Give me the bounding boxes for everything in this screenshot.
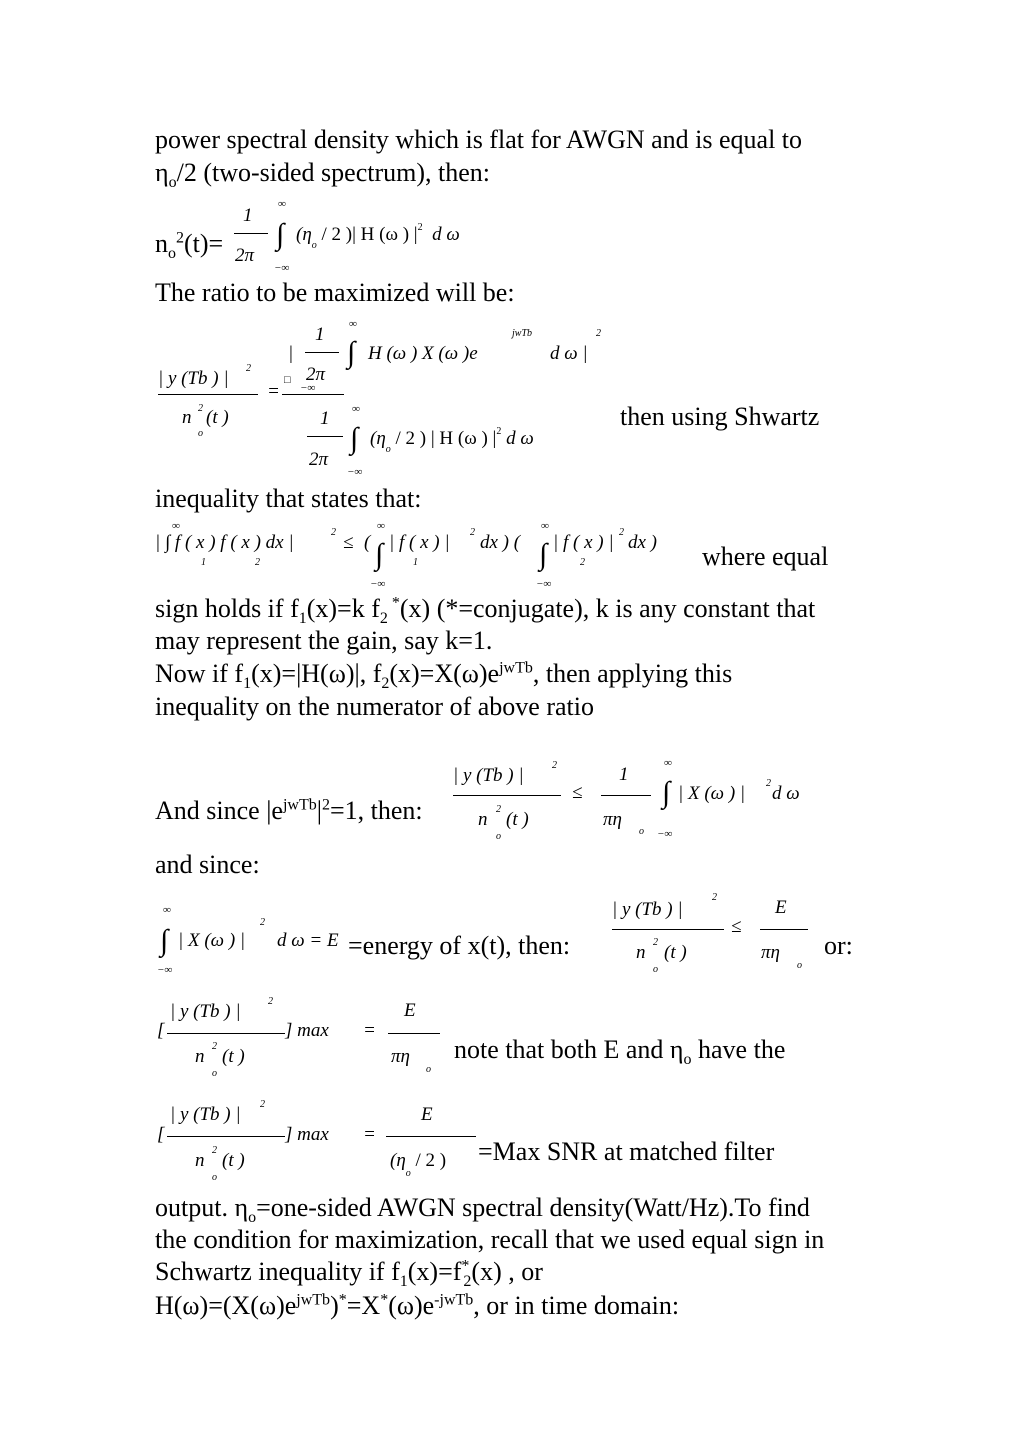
text: , or in time domain: bbox=[473, 1291, 680, 1320]
text: (ω)e bbox=[388, 1291, 435, 1320]
math-symbol: | y (Tb ) | bbox=[170, 1104, 241, 1125]
math-symbol: 1 bbox=[315, 324, 325, 345]
integral-sign: ∫ bbox=[276, 218, 285, 251]
text: * bbox=[338, 1291, 347, 1309]
math-symbol: o bbox=[212, 1172, 217, 1183]
math-symbol: = bbox=[363, 1124, 376, 1145]
text: η bbox=[155, 158, 169, 187]
text: (η bbox=[370, 428, 386, 449]
math-symbol: = bbox=[267, 381, 280, 402]
text: =X bbox=[346, 1291, 381, 1320]
text: 1 bbox=[298, 610, 307, 628]
fraction-bar bbox=[612, 929, 724, 930]
text: output. bbox=[155, 1193, 235, 1222]
text: 1 bbox=[399, 1273, 408, 1291]
text-line bbox=[155, 277, 515, 309]
math-symbol: E bbox=[775, 897, 787, 918]
text: o bbox=[168, 174, 177, 192]
math-symbol: | X (ω ) | bbox=[178, 930, 246, 951]
math-symbol: 2 bbox=[331, 527, 336, 538]
text: 1 bbox=[243, 675, 252, 693]
text-line bbox=[155, 1256, 543, 1291]
text-line bbox=[702, 541, 828, 573]
math-symbol: ] max bbox=[285, 1124, 329, 1145]
text: d ω bbox=[432, 224, 460, 245]
text-line bbox=[155, 593, 816, 628]
math-symbol: πη bbox=[761, 942, 780, 963]
text: where equal bbox=[702, 542, 829, 571]
text-line bbox=[155, 625, 492, 657]
math-symbol: 2 bbox=[212, 1041, 217, 1052]
text: o bbox=[683, 1051, 692, 1069]
integral-sign: ∫ bbox=[662, 776, 671, 809]
math-symbol: E bbox=[421, 1104, 433, 1125]
math-symbol: ∞ bbox=[377, 520, 385, 532]
math-symbol: [ bbox=[157, 1020, 165, 1041]
math-symbol: 2 bbox=[255, 557, 260, 568]
math-symbol: o bbox=[212, 1068, 217, 1079]
math-symbol: | X (ω ) | bbox=[678, 783, 746, 804]
math-symbol: πη bbox=[391, 1046, 410, 1067]
math-symbol: 1 bbox=[413, 557, 418, 568]
integral-sign: ∫ bbox=[539, 538, 548, 571]
fraction-bar bbox=[158, 394, 258, 395]
text: or: bbox=[824, 931, 853, 960]
math-symbol: −∞ bbox=[370, 578, 386, 590]
text: η bbox=[234, 1193, 249, 1222]
text: / 2 ) bbox=[316, 224, 353, 245]
text: =1, then: bbox=[329, 796, 423, 825]
math-symbol: (t ) bbox=[506, 809, 529, 830]
text: H(ω)=(X(ω)e bbox=[155, 1291, 297, 1320]
text: And since |e bbox=[155, 796, 283, 825]
math-symbol: n bbox=[478, 809, 488, 830]
math-symbol: ∞ bbox=[163, 904, 171, 916]
math-symbol: 2 bbox=[260, 917, 265, 928]
text: o bbox=[248, 1209, 257, 1227]
text: then using Shwartz bbox=[620, 402, 820, 431]
fraction-bar bbox=[760, 929, 808, 930]
math-symbol bbox=[296, 222, 460, 251]
text: =Max SNR at matched filter bbox=[478, 1137, 775, 1166]
text: jwTb bbox=[282, 796, 317, 814]
math-symbol: −∞ bbox=[300, 382, 316, 394]
math-symbol: ≤ bbox=[343, 532, 354, 553]
math-symbol bbox=[390, 1150, 447, 1179]
text: The ratio to be maximized will be: bbox=[155, 278, 515, 307]
math-symbol: | f ( x ) | bbox=[553, 532, 614, 553]
fraction-bar bbox=[282, 394, 344, 395]
integral-sign: ∫ bbox=[375, 538, 384, 571]
fraction-bar bbox=[386, 1136, 476, 1137]
math-symbol: o bbox=[496, 831, 501, 842]
math-symbol: 2π bbox=[306, 364, 326, 385]
integral-sign: ∫ bbox=[160, 924, 169, 957]
fraction-bar bbox=[234, 233, 268, 234]
text: the condition for maximization, recall that we used equal sign in bbox=[155, 1225, 825, 1254]
text: sign holds if f bbox=[155, 594, 299, 623]
math-symbol: | y (Tb ) | bbox=[612, 899, 683, 920]
text: power spectral density which is flat for AWGN and is equal to bbox=[155, 125, 803, 154]
math-symbol: 2π bbox=[309, 449, 329, 470]
math-symbol: | y (Tb ) | bbox=[158, 368, 229, 389]
text: | bbox=[316, 796, 322, 825]
text: o bbox=[168, 245, 176, 263]
text-line bbox=[824, 930, 853, 962]
math-symbol: ≤ bbox=[731, 916, 742, 937]
math-symbol: 2 bbox=[712, 892, 717, 903]
math-symbol: ] max bbox=[285, 1020, 329, 1041]
fraction-bar bbox=[388, 1033, 440, 1034]
text-line bbox=[155, 228, 224, 263]
text-line bbox=[620, 401, 819, 433]
text: -jwTb bbox=[434, 1291, 474, 1309]
text: | H (ω ) | bbox=[352, 224, 418, 245]
math-symbol: n bbox=[182, 407, 192, 428]
text: o bbox=[385, 444, 391, 455]
text: inequality on the numerator of above ratio bbox=[155, 692, 594, 721]
math-symbol: −∞ bbox=[157, 964, 173, 976]
text-line bbox=[155, 483, 421, 515]
fraction-bar bbox=[167, 1136, 285, 1137]
math-symbol: −∞ bbox=[657, 828, 673, 840]
text: jwTb bbox=[499, 659, 533, 677]
math-symbol: = bbox=[363, 1020, 376, 1041]
math-symbol: 2 bbox=[580, 557, 585, 568]
text: 2 bbox=[176, 229, 184, 247]
math-symbol: E bbox=[404, 1000, 416, 1021]
text: Now if f bbox=[155, 659, 244, 688]
text: * bbox=[387, 594, 400, 612]
math-symbol: d ω | bbox=[550, 343, 588, 364]
math-symbol: jwTb bbox=[512, 328, 533, 339]
text: /2 (two-sided spectrum), then: bbox=[176, 158, 490, 187]
text-line bbox=[155, 658, 733, 693]
text-line bbox=[454, 1034, 786, 1069]
math-symbol: 2 bbox=[619, 527, 624, 538]
integral-sign: ∫ bbox=[347, 336, 356, 369]
math-symbol: 1 bbox=[320, 408, 330, 429]
math-symbol: n bbox=[195, 1046, 205, 1067]
math-symbol: ∞ bbox=[352, 403, 360, 415]
text: (x) (*=conjugate), k is any constant that bbox=[399, 594, 816, 623]
math-symbol: 2 bbox=[260, 1099, 265, 1110]
text-line bbox=[155, 795, 423, 827]
math-symbol: d ω bbox=[772, 783, 800, 804]
text-line bbox=[155, 157, 490, 192]
text-line bbox=[348, 930, 570, 962]
math-symbol: n bbox=[195, 1150, 205, 1171]
text: note that both E and bbox=[454, 1035, 670, 1064]
fraction-bar bbox=[307, 436, 343, 437]
text: 2 bbox=[379, 610, 388, 628]
math-symbol: −∞ bbox=[536, 578, 552, 590]
math-symbol: | y (Tb ) | bbox=[170, 1001, 241, 1022]
text: d ω bbox=[501, 428, 534, 449]
math-symbol: | y (Tb ) | bbox=[453, 765, 524, 786]
text: η bbox=[669, 1035, 684, 1064]
math-symbol: ∞ bbox=[349, 318, 357, 330]
text: / 2 ) bbox=[410, 1150, 447, 1171]
text: 2 bbox=[321, 796, 330, 814]
math-symbol: ∞ bbox=[664, 757, 672, 769]
math-symbol: H (ω ) X (ω )e bbox=[368, 343, 478, 364]
math-symbol: 2 bbox=[766, 778, 771, 789]
text: , then applying this bbox=[532, 659, 733, 688]
text-line bbox=[155, 124, 802, 156]
math-symbol: □ bbox=[284, 374, 291, 386]
text: o bbox=[405, 1168, 411, 1179]
text-line bbox=[155, 1192, 810, 1227]
fraction-bar bbox=[167, 1033, 285, 1034]
math-symbol: ( bbox=[364, 532, 371, 553]
math-symbol: (t ) bbox=[222, 1046, 245, 1067]
text: Schwartz inequality if f bbox=[155, 1257, 400, 1286]
text: 2 bbox=[417, 222, 423, 233]
math-symbol: dx ) ( bbox=[480, 532, 521, 553]
text-line bbox=[155, 1290, 679, 1322]
text: (x)=f bbox=[407, 1257, 462, 1286]
math-symbol: πη bbox=[603, 809, 622, 830]
text: 2 bbox=[381, 675, 390, 693]
math-symbol: ∞ bbox=[278, 198, 286, 210]
math-symbol: −∞ bbox=[347, 466, 363, 478]
text: 2 bbox=[496, 426, 502, 437]
text: jwTb bbox=[296, 1291, 331, 1309]
text: (x)=|H(ω)|, f bbox=[251, 659, 382, 688]
text: n bbox=[155, 229, 168, 258]
text: (x)=X(ω)e bbox=[389, 659, 500, 688]
text: and since: bbox=[155, 850, 260, 879]
text: =energy of x(t), then: bbox=[348, 931, 571, 960]
math-symbol: | ∫ f ( x ) f ( x ) dx | bbox=[155, 532, 294, 553]
text: (t)= bbox=[184, 229, 224, 258]
math-symbol: 2 bbox=[268, 996, 273, 1007]
text: may represent the gain, say k=1. bbox=[155, 626, 493, 655]
text: (x) , or bbox=[471, 1257, 543, 1286]
math-symbol: ≤ bbox=[572, 782, 583, 803]
math-symbol: (t ) bbox=[222, 1150, 245, 1171]
text: * bbox=[461, 1257, 470, 1275]
text: / 2 ) | H (ω ) | bbox=[390, 428, 497, 449]
math-symbol: ∞ bbox=[541, 520, 549, 532]
text: inequality that states that: bbox=[155, 484, 422, 513]
math-symbol: o bbox=[426, 1064, 431, 1075]
fraction-bar bbox=[601, 795, 651, 796]
math-symbol: 2 bbox=[596, 328, 601, 339]
fraction-bar bbox=[453, 795, 561, 796]
text-line bbox=[155, 691, 594, 723]
text: (η bbox=[296, 224, 312, 245]
math-symbol: | bbox=[288, 343, 294, 364]
text: =one-sided AWGN spectral density(Watt/Hz).To find bbox=[256, 1193, 810, 1222]
math-symbol: 2 bbox=[496, 804, 501, 815]
math-symbol: o bbox=[198, 428, 203, 439]
math-symbol: 2 bbox=[653, 937, 658, 948]
math-symbol: [ bbox=[157, 1124, 165, 1145]
math-symbol: (t ) bbox=[664, 942, 687, 963]
math-symbol bbox=[370, 426, 534, 455]
text: 2 bbox=[463, 1273, 472, 1291]
text-line bbox=[155, 849, 260, 881]
math-symbol: o bbox=[653, 964, 658, 975]
math-symbol: 1 bbox=[201, 557, 206, 568]
math-symbol: 1 bbox=[243, 205, 253, 226]
math-symbol: d ω = E bbox=[277, 930, 339, 951]
math-symbol: 2 bbox=[470, 527, 475, 538]
text-line bbox=[478, 1136, 774, 1168]
text: * bbox=[380, 1291, 389, 1309]
text: ) bbox=[330, 1291, 339, 1320]
fraction-bar bbox=[305, 352, 339, 353]
math-symbol: −∞ bbox=[274, 262, 290, 274]
text: have the bbox=[691, 1035, 786, 1064]
math-symbol: 2π bbox=[235, 245, 255, 266]
integral-sign: ∫ bbox=[350, 422, 359, 455]
math-symbol: n bbox=[636, 942, 646, 963]
math-symbol: 1 bbox=[619, 764, 629, 785]
math-symbol: | f ( x ) | bbox=[389, 532, 450, 553]
math-symbol: (t ) bbox=[206, 407, 229, 428]
math-symbol: 2 bbox=[552, 760, 557, 771]
text: (η bbox=[390, 1150, 406, 1171]
math-symbol: 2 bbox=[212, 1145, 217, 1156]
text: (x)=k f bbox=[306, 594, 380, 623]
text-line bbox=[155, 1224, 824, 1256]
math-symbol: 2 bbox=[198, 403, 203, 414]
math-symbol: dx ) bbox=[628, 532, 658, 553]
math-symbol: 2 bbox=[246, 363, 251, 374]
math-symbol: o bbox=[797, 960, 802, 971]
text: o bbox=[311, 240, 317, 251]
math-symbol: ∞ bbox=[172, 520, 180, 532]
math-symbol: o bbox=[639, 826, 644, 837]
